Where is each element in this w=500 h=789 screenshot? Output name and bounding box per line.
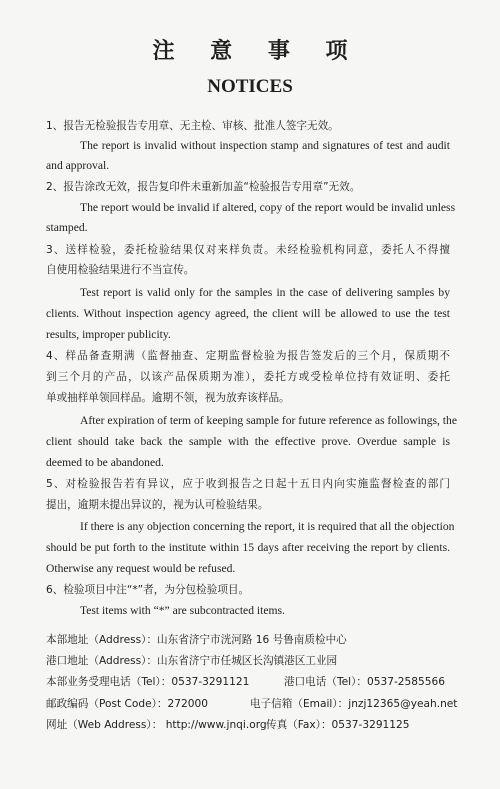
port-tel: 港口电话（Tel）：0537-2585566 [284,676,445,688]
notice-4-english-line-2: client should take back the sample with the effective prove. Overdue sample is [46,435,450,448]
notice-5-english-line-1: If there is any objection concerning the report, it is required that all the objection [80,520,455,533]
notice-2-english-line-2: stamped. [46,221,88,234]
notice-2-english-line-1: The report would be invalid if altered, copy of the report would be invalid unless [80,201,456,214]
notice-1-english-line-1: The report is invalid without inspection stamp and signatures of test and audit [80,139,450,152]
title-english: NOTICES [207,76,293,97]
notice-3-chinese-line-2: 自使用检验结果进行不当宣传。 [46,264,195,276]
notice-5-chinese-line-1: 5、对检验报告若有异议，应于收到报告之日起十五日内向实施监督检查的部门 [46,478,450,490]
notice-4-english-line-1: After expiration of term of keeping sample for future reference as followings, the [80,414,457,427]
notice-1-english-line-2: and approval. [46,159,110,172]
notice-1-chinese: 1、报告无检验报告专用章、无主检、审核、批准人签字无效。 [46,120,339,132]
hq-address: 本部地址（Address）：山东省济宁市洸河路 16 号鲁南质检中心 [46,634,347,646]
postcode: 邮政编码（Post Code）：272000 [46,698,208,710]
hq-business-tel: 本部业务受理电话（Tel）：0537-3291121 [46,676,250,688]
notice-5-chinese-line-2: 提出，逾期未提出异议的，视为认可检验结果。 [46,499,269,511]
website: 网址（Web Address）： http://www.jnqi.org [46,719,267,731]
port-address: 港口地址（Address）：山东省济宁市任城区长沟镇港区工业园 [46,655,338,667]
notice-4-chinese-line-3: 单或抽样单领回样品。逾期不领，视为放弃该样品。 [46,392,290,404]
notice-2-chinese: 2、报告涂改无效，报告复印件未重新加盖“检验报告专用章”无效。 [46,181,361,193]
fax-number: 传真（Fax）：0537-3291125 [266,719,410,731]
notice-4-chinese-line-1: 4、样品备查期满（监督抽查、定期监督检验为报告签发后的三个月，保质期不 [46,350,450,362]
notice-4-chinese-line-2: 到三个月的产品，以该产品保质期为准），委托方或受检单位持有效证明、委托 [46,371,450,383]
title-chinese: 注 意 事 项 [152,39,362,64]
notice-3-english-line-3: results, improper publicity. [46,328,171,341]
notice-3-english-line-2: clients. Without inspection agency agreed, the client will be allowed to use the test [46,307,450,320]
notice-3-english-line-1: Test report is valid only for the samples in the case of delivering samples by [80,286,450,299]
notice-5-english-line-2: should be put forth to the institute within 15 days after receiving the report by clients. [46,541,450,554]
notice-6-english: Test items with “*” are subcontracted items. [80,604,285,617]
email-address: 电子信箱（Email）：jnzj12365@yeah.net [250,698,458,710]
notice-4-english-line-3: deemed to be abandoned. [46,456,164,469]
notice-6-chinese: 6、检验项目中注“*”者，为分包检验项目。 [46,584,250,596]
notice-5-english-line-3: Otherwise any request would be refused. [46,562,236,575]
notice-3-chinese-line-1: 3、送样检验，委托检验结果仅对来样负责。未经检验机构同意，委托人不得擅 [46,244,450,256]
